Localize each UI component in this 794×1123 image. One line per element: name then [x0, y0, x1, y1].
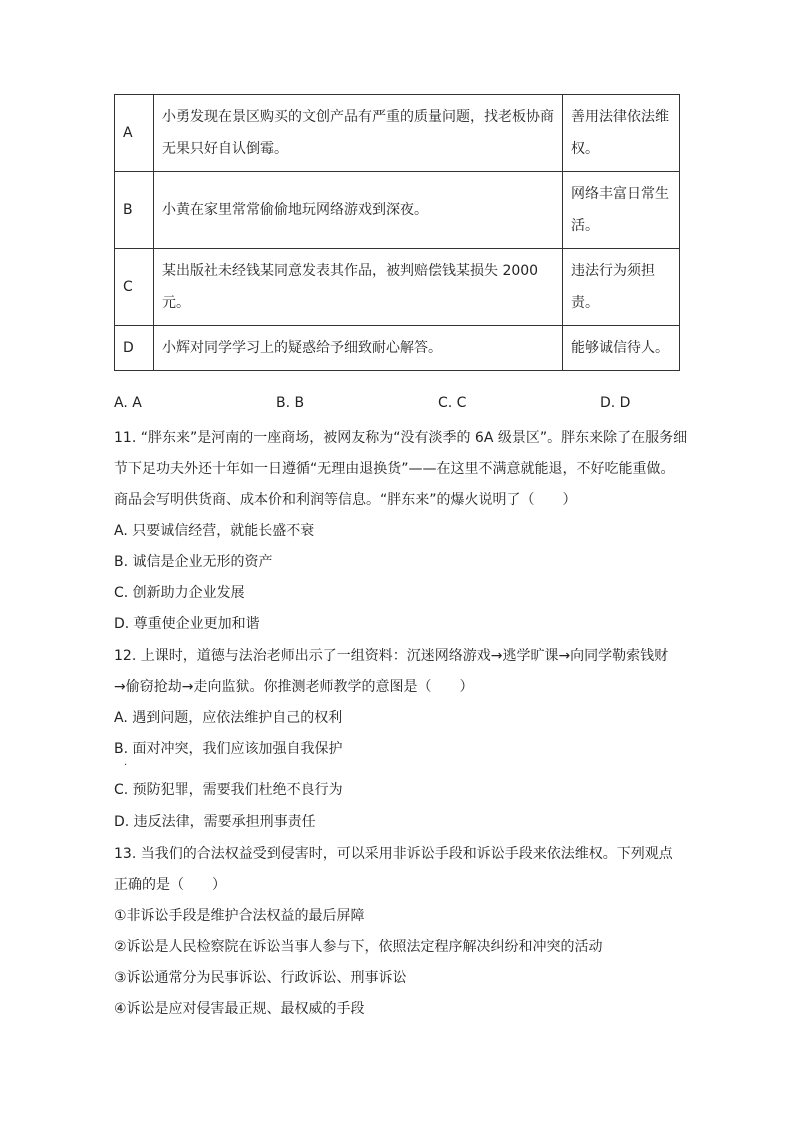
question-12-stem-line: →偷窃抢劫→走向监狱。你推测老师教学的意图是（ ）	[114, 679, 474, 695]
row-letter: B	[115, 172, 154, 249]
row-conclusion: 违法行为须担责。	[563, 249, 680, 326]
table-row	[115, 95, 680, 172]
row-letter: D	[115, 326, 154, 371]
question-13-stem-line: 13. 当我们的合法权益受到侵害时，可以采用非诉讼手段和诉讼手段来依法维权。下列观点	[114, 846, 673, 862]
question-12-option-a: A. 遇到问题，应依法维护自己的权利	[114, 710, 343, 726]
stray-dot: ·	[124, 760, 128, 771]
table-row	[115, 172, 680, 249]
question-11-option-b: B. 诚信是企业无形的资产	[114, 554, 273, 570]
option-a: A. A	[114, 395, 142, 411]
question-11-stem-line: 节下足功夫外还十年如一日遵循“无理由退换货”——在这里不满意就能退，不好吃能重做。	[114, 461, 675, 477]
row-conclusion: 能够诚信待人。	[563, 326, 680, 371]
row-letter: C	[115, 249, 154, 326]
question-11-stem-line: 11. “胖东来”是河南的一座商场，被网友称为“没有淡季的 6A 级景区”。胖东来除了在服务细	[114, 430, 688, 446]
question-12-option-d: D. 违反法律，需要承担刑事责任	[114, 814, 316, 830]
question-13-statement: ①非诉讼手段是维护合法权益的最后屏障	[114, 908, 365, 924]
question-12-option-b: B. 面对冲突，我们应该加强自我保护	[114, 741, 343, 757]
row-text: 某出版社未经钱某同意发表其作品，被判赔偿钱某损失 2000 元。	[154, 249, 563, 326]
question-11-stem-line: 商品会写明供货商、成本价和利润等信息。“胖东来”的爆火说明了（ ）	[114, 492, 577, 508]
row-conclusion: 善用法律依法维权。	[563, 95, 680, 172]
question-13-statement: ④诉讼是应对侵害最正规、最权威的手段	[114, 1001, 365, 1017]
row-text: 小勇发现在景区购买的文创产品有严重的质量问题，找老板协商无果只好自认倒霉。	[154, 95, 563, 172]
question-11-option-a: A. 只要诚信经营，就能长盛不衰	[114, 523, 315, 539]
option-c: C. C	[438, 395, 467, 411]
question-12-option-c: C. 预防犯罪，需要我们杜绝不良行为	[114, 782, 343, 798]
question-12-stem-line: 12. 上课时，道德与法治老师出示了一组资料：沉迷网络游戏→逃学旷课→向同学勒索钱财	[114, 648, 669, 664]
question-11-option-c: C. 创新助力企业发展	[114, 585, 245, 601]
question-13-statement: ③诉讼通常分为民事诉讼、行政诉讼、刑事诉讼	[114, 970, 407, 986]
option-b: B. B	[276, 395, 305, 411]
question-11-option-d: D. 尊重使企业更加和谐	[114, 616, 260, 632]
table-row	[115, 249, 680, 326]
table-row	[115, 326, 680, 371]
row-conclusion: 网络丰富日常生活。	[563, 172, 680, 249]
row-text: 小辉对同学学习上的疑惑给予细致耐心解答。	[154, 326, 563, 371]
question-10-options	[114, 395, 674, 417]
row-text: 小黄在家里常常偷偷地玩网络游戏到深夜。	[154, 172, 563, 249]
question-13-stem-line: 正确的是（ ）	[114, 877, 226, 893]
option-d: D. D	[600, 395, 631, 411]
question-13-statement: ②诉讼是人民检察院在诉讼当事人参与下，依照法定程序解决纠纷和冲突的活动	[114, 939, 603, 955]
question-10-table	[114, 94, 680, 371]
row-letter: A	[115, 95, 154, 172]
